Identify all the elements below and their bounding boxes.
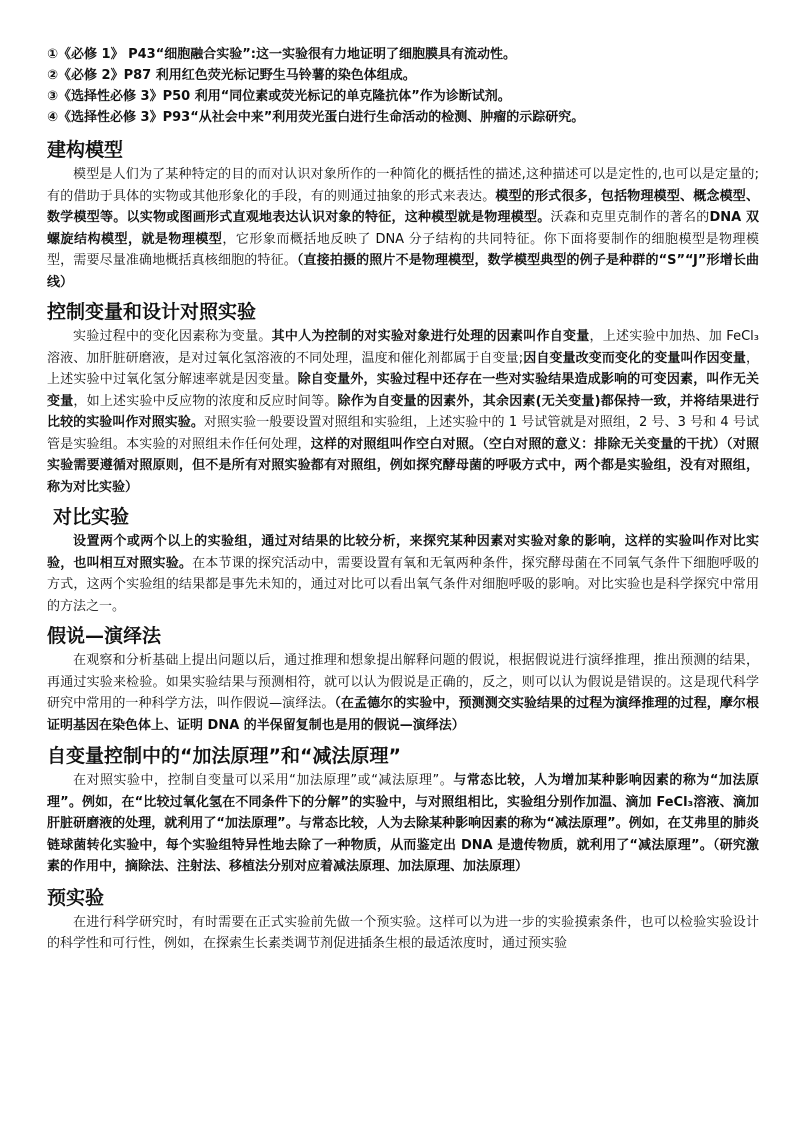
paragraph-text-run: 模型是人们为了某种特定的目的而对认识对象所作的一种简化的概括性的描述,这种描述可以是定性的,也可以是定量的;有的借助于具体的实物或其他形象化的手段，有的则通过抽象的形式来表达。 bbox=[47, 167, 759, 204]
list-item: ③《选择性必修 3》P50 利用“同位素或荧光标记的单克隆抗体”作为诊断试剂。 bbox=[47, 89, 511, 104]
paragraph-text-run: 在进行科学研究时，有时需要在正式实验前先做一个预实验。这样可以为进一步的实验摸索条件，也可以检验实验设计的科学性和可行性，例如，在探索生长素类调节剂促进插条生根的最适浓度时，通过预实验 bbox=[47, 914, 759, 951]
paragraph-text-run: ，上述实验中加热、加 FeCl₃溶液、加肝脏研磨液，是对过氧化氢溶液的不同处理，温度和催化剂都属于自变量; bbox=[47, 329, 759, 366]
paragraph-text-run: 在对照实验中，控制自变量可以采用“加法原理”或“减法原理”。 bbox=[73, 773, 454, 788]
paragraph-text-run: 沃森和克里克制作的著名的 bbox=[550, 210, 710, 225]
list-item: ①《必修 1》 P43“细胞融合实验”:这一实验很有力地证明了细胞膜具有流动性。 bbox=[47, 47, 517, 62]
paragraph-text-run: 模型的形式很多，包括物理模型、概念模型、数学模型等。以实物或图画形式直观地表达认识对象的特征，这种模型就是物理模型。 bbox=[47, 188, 759, 225]
section-heading-control-variables: 控制变量和设计对照实验 bbox=[47, 301, 257, 323]
section-heading-addition-subtraction: 自变量控制中的“加法原理”和“减法原理” bbox=[47, 745, 401, 767]
paragraph-text-run: 设置两个或两个以上的实验组，通过对结果的比较分析，来探究某种因素对实验对象的影响，这样的实验叫作对比实验，也叫相互对照实验。 bbox=[47, 534, 759, 571]
paragraph-text-run: DNA 双螺旋结构模型，就是物理模型 bbox=[47, 210, 759, 247]
paragraph-addition-subtraction bbox=[47, 770, 759, 878]
paragraph-text-run: 对照实验一般要设置对照组和实验组，上述实验中的 1 号试管就是对照组，2 号、3 号和 4 号试管是实验组。本实验的对照组未作任何处理， bbox=[47, 415, 759, 452]
section-heading-pre-experiment: 预实验 bbox=[47, 886, 105, 909]
paragraph-text-run: 这样的对照组叫作空白对照。（空白对照的意义：排除无关变量的干扰）（对照实验需要遵循对照原则，但不是所有对照实验都有对照组，例如探究酵母菌的呼吸方式中，两个都是实验组，没有对照组，称为对比实验） bbox=[47, 436, 759, 495]
paragraph-hypothesis-deduction bbox=[47, 650, 759, 736]
paragraph-text-run: 与常态比较，人为增加某种影响因素的称为“加法原理”。例如，在“比较过氧化氢在不同条件下的分解”的实验中，与对照组相比，实验组分别作加温、滴加 FeCl₃溶液、滴加肝脏研磨液的处理，就利用了“加法原理”。与常态比较，人为去除某种影响因素的称为“减法原理”。例如，在艾弗里的肺炎链球菌转化实验中，每个实验组特异性地去除了一种物质，从而鉴定出 DNA 是遗传物质，就利用了“减法原理”。（研究激素的作用中，摘除法、注射法、移植法分别对应着减法原理、加法原理、加法原理） bbox=[47, 773, 759, 874]
paragraph-text-run: （直接拍摄的照片不是物理模型，数学模型典型的例子是种群的“S”“J”形增长曲线） bbox=[47, 253, 759, 290]
section-heading-model: 建构模型 bbox=[47, 139, 124, 161]
paragraph-text-run: ，它形象而概括地反映了 DNA 分子结构的共同特征。你下面将要制作的细胞模型是物理模型，需要尽量准确地概括真核细胞的特征。 bbox=[47, 231, 759, 268]
document-page bbox=[47, 44, 759, 955]
paragraph-text-run: ，上述实验中过氧化氢分解速率就是因变量。 bbox=[47, 350, 759, 387]
paragraph-text-run: ，如上述实验中反应物的浓度和反应时间等。 bbox=[73, 393, 338, 409]
list-item: ②《必修 2》P87 利用红色荧光标记野生马铃薯的染色体组成。 bbox=[47, 68, 416, 83]
section-heading-contrast-experiment: 对比实验 bbox=[53, 506, 130, 528]
paragraph-text-run: 除作为自变量的因素外，其余因素(无关变量)都保持一致，并将结果进行比较的实验叫作对照实验。 bbox=[47, 393, 759, 430]
paragraph-control-variables bbox=[47, 326, 759, 498]
paragraph-text-run: 因自变量改变而变化的变量叫作因变量 bbox=[523, 350, 746, 366]
paragraph-text-run: 在观察和分析基础上提出问题以后，通过推理和想象提出解释问题的假说，根据假说进行演绎推理，推出预测的结果，再通过实验来检验。如果实验结果与预测相符，就可以认为假说是正确的，反之，则可以认为假说是错误的。这是现代科学研究中常用的一种科学方法，叫作假说—演绎法。 bbox=[47, 653, 759, 711]
paragraph-text-run: 在本节课的探究活动中，需要设置有氧和无氧两种条件，探究酵母菌在不同氧气条件下细胞呼吸的方式，这两个实验组的结果都是事先未知的，通过对比可以看出氧气条件对细胞呼吸的影响。对比实验也是科学探究中常用的方法之一。 bbox=[47, 555, 759, 614]
paragraph-text-run: （在孟德尔的实验中，预测测交实验结果的过程为演绎推理的过程，摩尔根证明基因在染色体上、证明 DNA 的半保留复制也是用的假说—演绎法） bbox=[47, 696, 759, 733]
section-heading-hypothesis-deduction: 假说—演绎法 bbox=[47, 625, 162, 647]
paragraph-text-run: 其中人为控制的对实验对象进行处理的因素叫作自变量 bbox=[271, 329, 590, 344]
paragraph-text-run: 实验过程中的变化因素称为变量。 bbox=[73, 329, 272, 344]
paragraph-text-run: 除自变量外，实验过程中还存在一些对实验结果造成影响的可变因素，叫作无关变量 bbox=[47, 372, 759, 409]
list-item: ④《选择性必修 3》P93“从社会中来”利用荧光蛋白进行生命活动的检测、肿瘤的示踪研究。 bbox=[47, 110, 585, 125]
paragraph-model bbox=[47, 164, 759, 293]
paragraph-contrast-experiment bbox=[47, 531, 759, 617]
paragraph-pre-experiment bbox=[47, 912, 759, 955]
intro-list bbox=[47, 44, 759, 128]
